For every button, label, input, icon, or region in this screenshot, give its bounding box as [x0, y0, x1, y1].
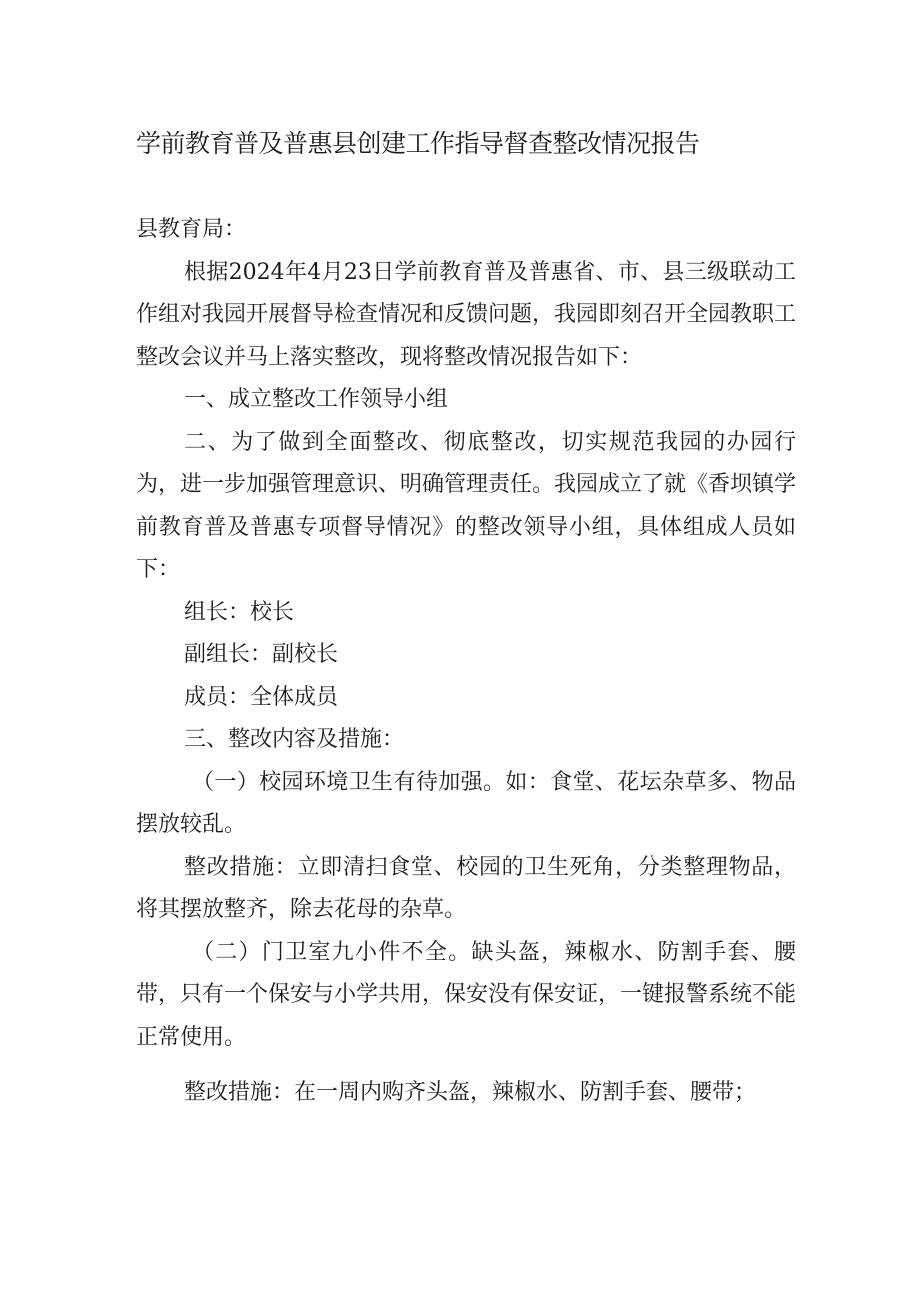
measure-1: 整改措施：立即清扫食堂、校园的卫生死角，分类整理物品，将其摆放整齐，除去花母的杂草。	[136, 854, 796, 922]
measure-2: 整改措施：在一周内购齐头盔，辣椒水、防割手套、腰带；	[184, 1080, 757, 1105]
intro-paragraph: 根据2024年4月23日学前教育普及普惠省、市、县三级联动工作组对我园开展督导检查情况和反馈问题，我园即刻召开全园教职工整改会议并马上落实整改，现将整改情况报告如下：	[136, 259, 797, 370]
member-deputy-leader: 副组长：副校长	[184, 642, 339, 667]
section-heading-3: 三、整改内容及措施：	[184, 727, 405, 752]
section-paragraph-2: 二、为了做到全面整改、彻底整改，切实规范我园的办园行为，进一步加强管理意识、明确管理责任。我园成立了就《香坝镇学前教育普及普惠专项督导情况》的整改领导小组，具体组成人员如下：	[136, 429, 797, 582]
report-title: 学前教育普及普惠县创建工作指导督查整改情况报告	[136, 129, 700, 158]
issue-2: （二）门卫室九小件不全。缺头盔，辣椒水、防割手套、腰带，只有一个保安与小学共用，保安没有保安证，一键报警系统不能正常使用。	[136, 939, 797, 1050]
issue-1: （一）校园环境卫生有待加强。如：食堂、花坛杂草多、物品摆放较乱。	[136, 769, 796, 837]
section-heading-1: 一、成立整改工作领导小组	[184, 387, 449, 412]
member-leader: 组长：校长	[184, 599, 295, 625]
member-members: 成员：全体成员	[184, 684, 339, 710]
salutation: 县教育局：	[136, 217, 247, 242]
report-body	[136, 209, 796, 1115]
